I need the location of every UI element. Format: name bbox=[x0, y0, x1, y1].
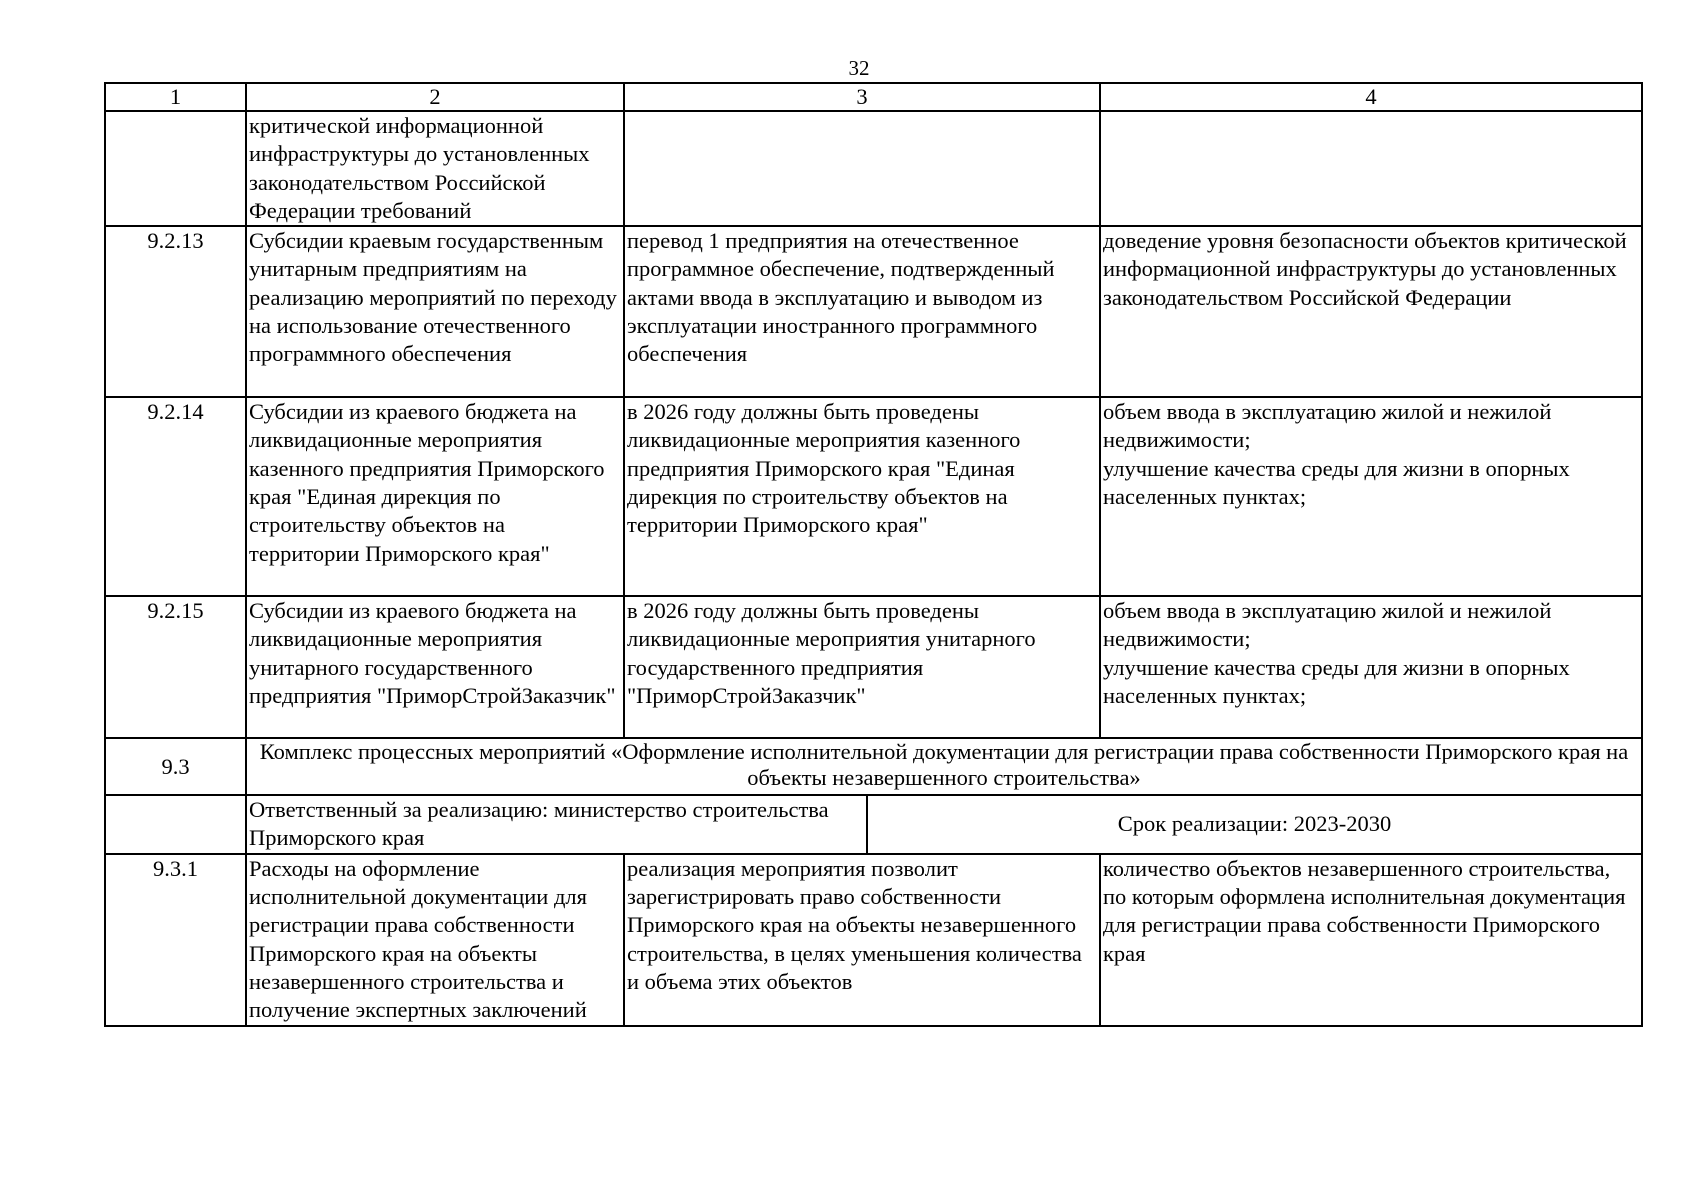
row-indicator bbox=[1100, 111, 1642, 226]
empty-cell bbox=[105, 795, 246, 854]
responsible-subtable bbox=[247, 796, 1641, 853]
column-header-1: 1 bbox=[105, 83, 246, 111]
page-number: 32 bbox=[848, 56, 870, 80]
responsible-row bbox=[105, 795, 1642, 854]
row-indicator: объем ввода в эксплуатацию жилой и нежилой недвижимости; улучшение качества среды для жизни в опорных населенных пунктах; bbox=[1100, 397, 1642, 596]
row-indicator: количество объектов незавершенного строительства, по которым оформлена исполнительная документация для регистрации права собственности Приморского края bbox=[1100, 854, 1642, 1026]
row-number: 9.3.1 bbox=[105, 854, 246, 1026]
table-row bbox=[105, 111, 1642, 226]
measures-table bbox=[104, 82, 1643, 1027]
table-row bbox=[105, 226, 1642, 397]
row-measure-name: критической информационной инфраструктуры до установленных законодательством Российской Федерации требований bbox=[246, 111, 624, 226]
row-number: 9.2.15 bbox=[105, 596, 246, 738]
row-task-description bbox=[624, 111, 1100, 226]
row-measure-name: Субсидии краевым государственным унитарным предприятиям на реализацию мероприятий по переходу на использование отечественного программного обеспечения bbox=[246, 226, 624, 397]
section-title: Комплекс процессных мероприятий «Оформление исполнительной документации для регистрации права собственности Приморского края на объекты незавершенного строительства» bbox=[246, 738, 1642, 795]
row-task-description: в 2026 году должны быть проведены ликвидационные мероприятия унитарного государственного предприятия "ПриморСтройЗаказчик" bbox=[624, 596, 1100, 738]
section-row bbox=[105, 738, 1642, 795]
column-header-2: 2 bbox=[246, 83, 624, 111]
row-task-description: перевод 1 предприятия на отечественное программное обеспечение, подтвержденный актами ввода в эксплуатацию и выводом из эксплуатации иностранного программного обеспечения bbox=[624, 226, 1100, 397]
row-number: 9.2.14 bbox=[105, 397, 246, 596]
table-row bbox=[105, 397, 1642, 596]
column-header-3: 3 bbox=[624, 83, 1100, 111]
section-number: 9.3 bbox=[105, 738, 246, 795]
row-measure-name: Субсидии из краевого бюджета на ликвидационные мероприятия казенного предприятия Приморского края "Единая дирекция по строительству объектов на территории Приморского края" bbox=[246, 397, 624, 596]
row-indicator: доведение уровня безопасности объектов критической информационной инфраструктуры до установленных законодательством Российской Федерации bbox=[1100, 226, 1642, 397]
row-task-description: реализация мероприятия позволит зарегистрировать право собственности Приморского края на объекты незавершенного строительства, в целях уменьшения количества и объема этих объектов bbox=[624, 854, 1100, 1026]
row-number: 9.2.13 bbox=[105, 226, 246, 397]
column-header-4: 4 bbox=[1100, 83, 1642, 111]
table-row bbox=[105, 854, 1642, 1026]
row-measure-name: Субсидии из краевого бюджета на ликвидационные мероприятия унитарного государственного предприятия "ПриморСтройЗаказчик" bbox=[246, 596, 624, 738]
row-task-description: в 2026 году должны быть проведены ликвидационные мероприятия казенного предприятия Приморского края "Единая дирекция по строительству объектов на территории Приморского края" bbox=[624, 397, 1100, 596]
row-number bbox=[105, 111, 246, 226]
row-indicator: объем ввода в эксплуатацию жилой и нежилой недвижимости; улучшение качества среды для жизни в опорных населенных пунктах; bbox=[1100, 596, 1642, 738]
row-measure-name: Расходы на оформление исполнительной документации для регистрации права собственности Приморского края на объекты незавершенного строительства и получение экспертных заключений bbox=[246, 854, 624, 1026]
responsible-text: Ответственный за реализацию: министерство строительства Приморского края bbox=[249, 797, 829, 851]
implementation-term: Срок реализации: 2023-2030 bbox=[867, 796, 1641, 853]
table-row bbox=[105, 596, 1642, 738]
table-header-row bbox=[105, 83, 1642, 111]
